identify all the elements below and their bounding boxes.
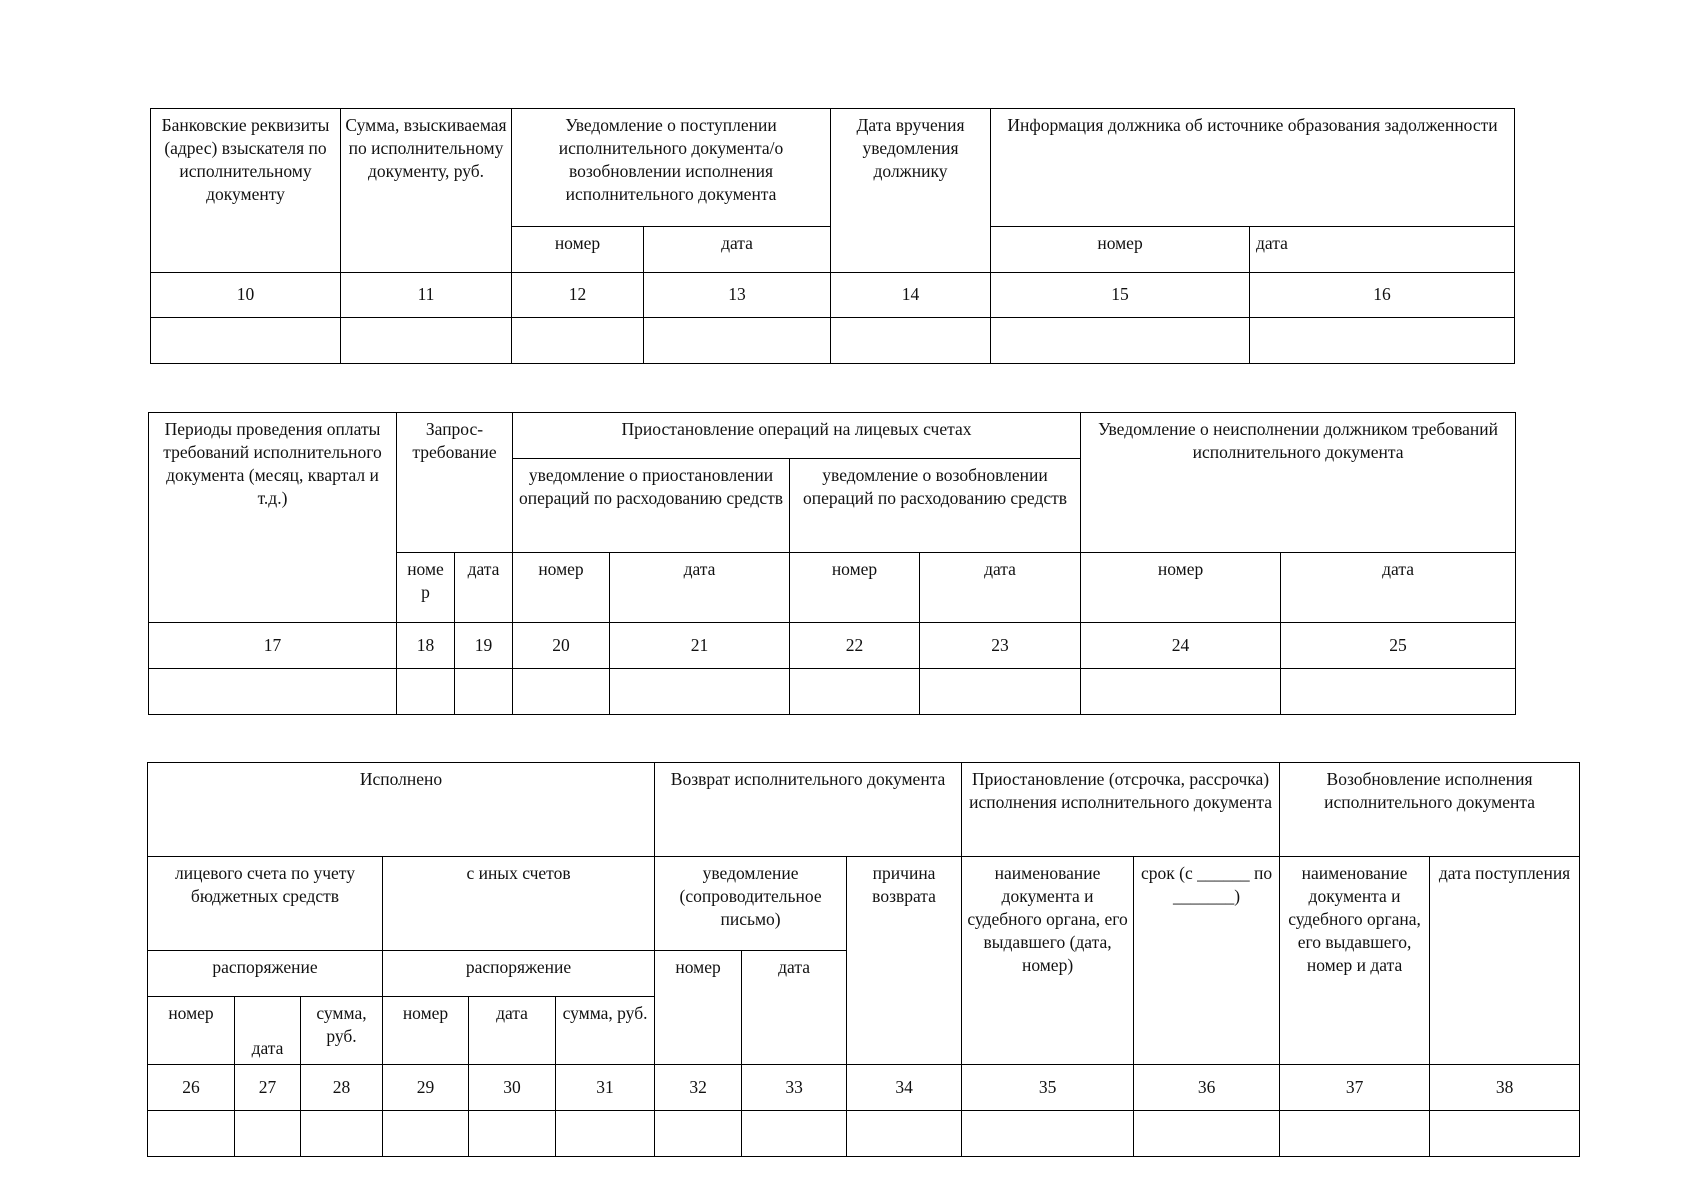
column-number: 29: [383, 1065, 469, 1111]
header-budget-date: дата: [235, 997, 301, 1065]
column-number: 10: [151, 273, 341, 318]
empty-cell: [235, 1111, 301, 1157]
empty-cell: [383, 1111, 469, 1157]
header-receipt-date: дата: [644, 227, 831, 273]
header-receipt-notice: Уведомление о поступлении исполнительного документа/о возобновлении исполнения исполнительного документа: [512, 109, 831, 227]
empty-cell: [847, 1111, 962, 1157]
header-notice-date: дата: [742, 951, 847, 1065]
table-bank-requisites: [150, 108, 1515, 364]
column-number: 26: [148, 1065, 235, 1111]
header-doc-name-court: наименование документа и судебного органа, его выдавшего (дата, номер): [962, 857, 1134, 1065]
column-number: 28: [301, 1065, 383, 1111]
header-resumption: Возобновление исполнения исполнительного документа: [1280, 763, 1580, 857]
empty-cell: [1280, 1111, 1430, 1157]
empty-cell: [149, 669, 397, 715]
column-number: 30: [469, 1065, 556, 1111]
header-nonfulfillment-notice: Уведомление о неисполнении должником требований исполнительного документа: [1081, 413, 1516, 553]
column-number: 33: [742, 1065, 847, 1111]
column-number: 22: [790, 623, 920, 669]
column-number: 23: [920, 623, 1081, 669]
empty-cell: [920, 669, 1081, 715]
header-other-date: дата: [469, 997, 556, 1065]
column-number: 36: [1134, 1065, 1280, 1111]
header-suspension: Приостановление (отсрочка, рассрочка) исполнения исполнительного документа: [962, 763, 1280, 857]
column-number: 16: [1250, 273, 1515, 318]
header-budget-sum: сумма, руб.: [301, 997, 383, 1065]
empty-cell: [397, 669, 455, 715]
empty-cell: [148, 1111, 235, 1157]
empty-cell: [742, 1111, 847, 1157]
column-number: 37: [1280, 1065, 1430, 1111]
header-nonfulfillment-number: номер: [1081, 553, 1281, 623]
column-number-row: [149, 623, 1516, 669]
table-execution: [147, 762, 1580, 1157]
empty-cell: [341, 318, 512, 364]
column-number: 18: [397, 623, 455, 669]
column-number: 19: [455, 623, 513, 669]
header-other-number: номер: [383, 997, 469, 1065]
header-suspension-notice: уведомление о приостановлении операций по расходованию средств: [513, 459, 790, 553]
empty-cell: [1250, 318, 1515, 364]
column-number: 15: [991, 273, 1250, 318]
header-resumption-date: дата: [920, 553, 1081, 623]
empty-cell: [512, 318, 644, 364]
header-other-sum: сумма, руб.: [556, 997, 655, 1065]
column-number-row: [148, 1065, 1580, 1111]
empty-cell: [1430, 1111, 1580, 1157]
header-receipt-date: дата поступления: [1430, 857, 1580, 1065]
header-resumption-number: номер: [790, 553, 920, 623]
header-doc-name-court-2: наименование документа и судебного органа, его выдавшего, номер и дата: [1280, 857, 1430, 1065]
header-debtor-info: Информация должника об источнике образования задолженности: [991, 109, 1515, 227]
column-number: 24: [1081, 623, 1281, 669]
column-number: 25: [1281, 623, 1516, 669]
header-payment-periods: Периоды проведения оплаты требований исполнительного документа (месяц, квартал и т.д.): [149, 413, 397, 623]
header-return-doc: Возврат исполнительного документа: [655, 763, 962, 857]
empty-cell: [790, 669, 920, 715]
empty-cell: [513, 669, 610, 715]
header-nonfulfillment-date: дата: [1281, 553, 1516, 623]
empty-cell: [151, 318, 341, 364]
empty-cell: [1281, 669, 1516, 715]
header-debtor-date: дата: [1250, 227, 1515, 273]
header-suspension-number: номер: [513, 553, 610, 623]
header-order-other: распоряжение: [383, 951, 655, 997]
column-number: 38: [1430, 1065, 1580, 1111]
empty-cell: [610, 669, 790, 715]
table-payment-periods: [148, 412, 1516, 715]
column-number: 31: [556, 1065, 655, 1111]
column-number-row: [151, 273, 1515, 318]
empty-cell: [655, 1111, 742, 1157]
column-number: 14: [831, 273, 991, 318]
empty-cell: [644, 318, 831, 364]
column-number: 11: [341, 273, 512, 318]
empty-cell: [556, 1111, 655, 1157]
header-notice-letter: уведомление (сопроводительное письмо): [655, 857, 847, 951]
header-bank-details: Банковские реквизиты (адрес) взыскателя по исполнительному документу: [151, 109, 341, 273]
header-suspension-date: дата: [610, 553, 790, 623]
header-notice-number: номер: [655, 951, 742, 1065]
empty-cell: [455, 669, 513, 715]
column-number: 21: [610, 623, 790, 669]
column-number: 34: [847, 1065, 962, 1111]
header-resumption-notice: уведомление о возобновлении операций по расходованию средств: [790, 459, 1081, 553]
header-amount: Сумма, взыскиваемая по исполнительному документу, руб.: [341, 109, 512, 273]
header-return-reason: причина возврата: [847, 857, 962, 1065]
header-delivery-date: Дата вручения уведомления должнику: [831, 109, 991, 273]
header-suspension-ops: Приостановление операций на лицевых счетах: [513, 413, 1081, 459]
column-number: 12: [512, 273, 644, 318]
header-executed: Исполнено: [148, 763, 655, 857]
empty-cell: [469, 1111, 556, 1157]
column-number: 13: [644, 273, 831, 318]
column-number: 27: [235, 1065, 301, 1111]
empty-cell: [962, 1111, 1134, 1157]
header-debtor-number: номер: [991, 227, 1250, 273]
header-order-budget: распоряжение: [148, 951, 383, 997]
header-budget-account: лицевого счета по учету бюджетных средств: [148, 857, 383, 951]
empty-data-row: [151, 318, 1515, 364]
column-number: 17: [149, 623, 397, 669]
empty-data-row: [148, 1111, 1580, 1157]
header-receipt-number: номер: [512, 227, 644, 273]
empty-cell: [991, 318, 1250, 364]
header-request-date: дата: [455, 553, 513, 623]
column-number: 35: [962, 1065, 1134, 1111]
header-budget-number: номер: [148, 997, 235, 1065]
header-other-accounts: с иных счетов: [383, 857, 655, 951]
header-request-number: номе р: [397, 553, 455, 623]
empty-cell: [1134, 1111, 1280, 1157]
empty-data-row: [149, 669, 1516, 715]
column-number: 20: [513, 623, 610, 669]
column-number: 32: [655, 1065, 742, 1111]
empty-cell: [301, 1111, 383, 1157]
empty-cell: [831, 318, 991, 364]
empty-cell: [1081, 669, 1281, 715]
header-term: срок (с ______ по _______): [1134, 857, 1280, 1065]
header-request: Запрос-требование: [397, 413, 513, 553]
